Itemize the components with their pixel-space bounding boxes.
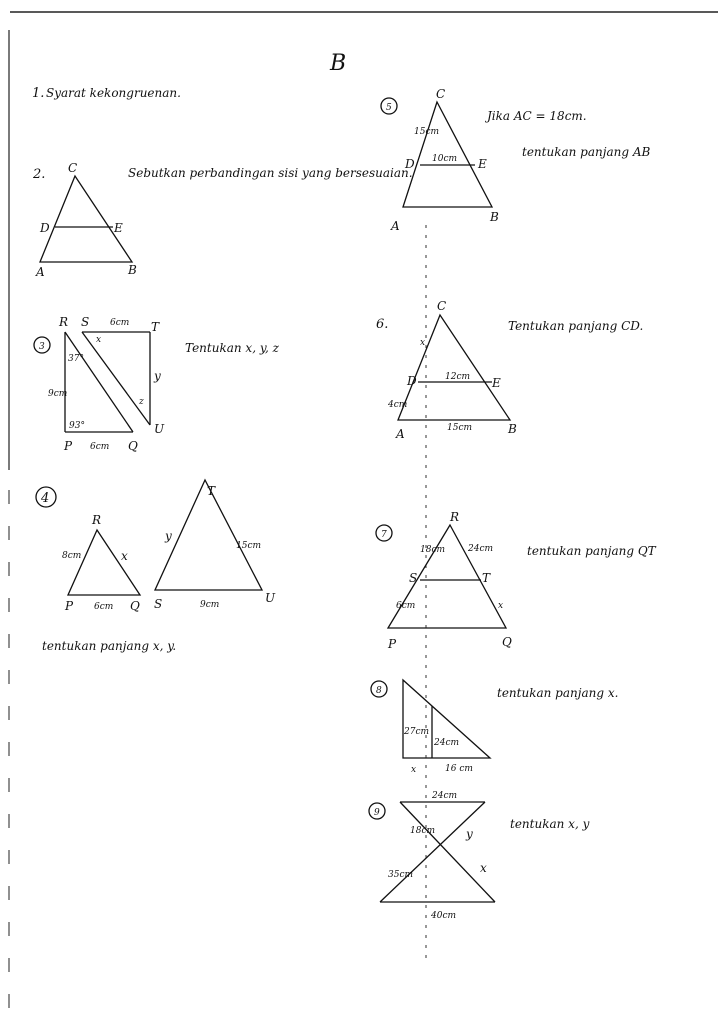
q4-label-x: x — [121, 549, 128, 563]
q5-label-de: 10cm — [432, 154, 458, 164]
q6-label-ab: 15cm — [447, 423, 473, 433]
q6-number: 6. — [376, 317, 389, 332]
q4-label-r: R — [92, 513, 102, 527]
q4-label-u: U — [265, 591, 276, 605]
q7-label-t: T — [482, 571, 491, 585]
q4-number: 4 — [41, 491, 50, 506]
q4-label-y: y — [165, 529, 172, 543]
q5-label-e: E — [478, 157, 487, 171]
q2-label-b: B — [128, 263, 137, 277]
q6-label-a: A — [396, 427, 405, 441]
q3-label-u: U — [154, 422, 165, 436]
q3-text: Tentukan x, y, z — [185, 341, 279, 355]
q7-text: tentukan panjang QT — [527, 544, 656, 558]
q4-triangle-pqr — [68, 530, 140, 595]
q7-label-sp: 6cm — [396, 601, 416, 611]
q4-label-su: 9cm — [200, 600, 220, 610]
q4-label-q: Q — [130, 599, 140, 613]
q3-label-angle-p: 93° — [69, 421, 85, 431]
q6-label-de: 12cm — [445, 372, 471, 382]
q8-label-left: 27cm — [404, 727, 430, 737]
q9-label-y: y — [466, 827, 473, 841]
q3-label-pq: 6cm — [90, 442, 110, 452]
q4-label-p: P — [65, 599, 74, 613]
q9-text: tentukan x, y — [510, 817, 590, 831]
q8-label-base: 16 cm — [445, 764, 473, 774]
q2-number: 2. — [33, 167, 46, 182]
q6-label-x: x — [420, 338, 426, 348]
q5-label-b: B — [490, 210, 499, 224]
q3-label-y: y — [154, 369, 161, 383]
q3-label-r: R — [59, 315, 69, 329]
q4-label-t: T — [207, 484, 216, 498]
q8-number: 8 — [376, 686, 382, 696]
q9-label-b: 35cm — [388, 870, 414, 880]
q4-label-pq: 6cm — [94, 602, 114, 612]
q7-label-s: S — [409, 571, 418, 585]
q5-text-2: tentukan panjang AB — [522, 145, 651, 159]
q7-number: 7 — [381, 530, 387, 540]
q2-label-e: E — [114, 221, 123, 235]
q3-label-t: T — [151, 320, 160, 334]
q6-label-d: D — [407, 374, 417, 388]
q9-label-top: 24cm — [432, 791, 458, 801]
q5-number: 5 — [386, 103, 392, 113]
q9-number: 9 — [374, 808, 380, 818]
q5-label-a: A — [391, 219, 400, 233]
q7-label-p: P — [388, 637, 397, 651]
q4-text: tentukan panjang x, y. — [42, 639, 177, 653]
q4-label-tu: 15cm — [236, 541, 262, 551]
q9-figure — [380, 802, 495, 902]
q8-label-inner: 24cm — [434, 738, 460, 748]
q6-text: Tentukan panjang CD. — [508, 319, 644, 333]
q3-label-p: P — [64, 439, 73, 453]
q7-label-x: x — [498, 601, 504, 611]
q3-label-q: Q — [128, 439, 138, 453]
q3-label-st: 6cm — [110, 318, 130, 328]
q9-label-base: 40cm — [431, 911, 457, 921]
q3-figure — [65, 332, 150, 432]
q3-label-rp: 9cm — [48, 389, 68, 399]
q7-label-q: Q — [502, 635, 512, 649]
q8-label-x: x — [411, 765, 417, 775]
q2-triangle — [40, 176, 132, 262]
q2-label-d: D — [40, 221, 50, 235]
q7-label-rt: 24cm — [468, 544, 494, 554]
q9-label-x: x — [480, 861, 487, 875]
q8-text: tentukan panjang x. — [497, 686, 619, 700]
q3-label-z: z — [139, 397, 144, 407]
q6-triangle — [398, 315, 510, 420]
q1-number: 1. — [32, 86, 45, 101]
q7-label-r: R — [450, 510, 460, 524]
q3-label-angle-r: 37° — [68, 354, 84, 364]
q5-label-d: D — [405, 157, 415, 171]
q4-label-s: S — [154, 597, 163, 611]
q7-label-rs: 18cm — [420, 545, 446, 555]
q6-label-e: E — [492, 376, 501, 390]
q6-label-ad: 4cm — [388, 400, 408, 410]
q3-number: 3 — [39, 342, 45, 352]
q4-label-pr: 8cm — [62, 551, 82, 561]
q2-text: Sebutkan perbandingan sisi yang bersesuaian. — [128, 166, 413, 180]
page-letter: B — [330, 51, 347, 76]
q2-label-a: A — [36, 265, 45, 279]
q5-label-cd: 15cm — [414, 127, 440, 137]
q1-text: Syarat kekongruenan. — [46, 86, 181, 100]
q6-label-c: C — [437, 299, 447, 313]
q5-text-1: Jika AC = 18cm. — [487, 109, 587, 123]
q6-label-b: B — [508, 422, 517, 436]
q3-label-x: x — [96, 335, 102, 345]
q5-label-c: C — [436, 87, 446, 101]
q2-label-c: C — [68, 161, 78, 175]
q3-label-s: S — [81, 315, 90, 329]
q9-label-a: 18cm — [410, 826, 436, 836]
